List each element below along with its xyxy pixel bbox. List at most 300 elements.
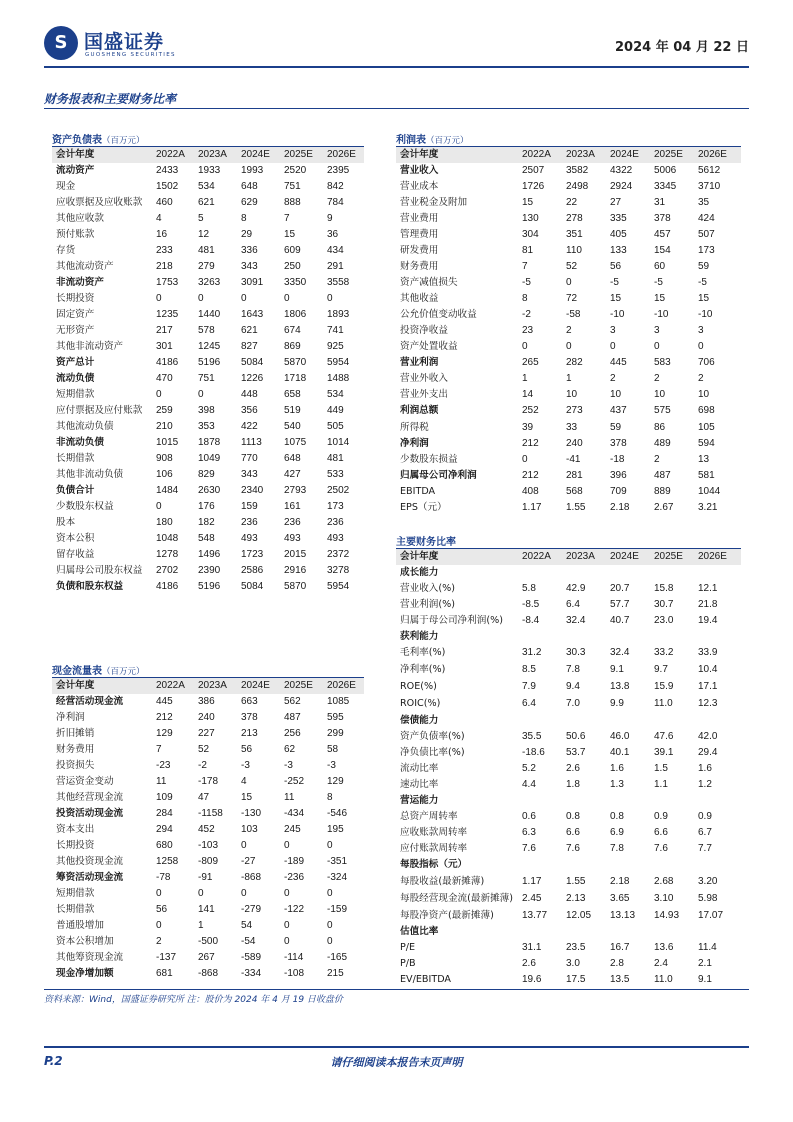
row-label: 净利润 [400,438,429,449]
cell-value: 1878 [198,437,221,448]
cell-value: -500 [198,936,219,947]
cell-value: 106 [156,469,173,480]
table-header-row [396,147,741,163]
cell-value: 4 [241,776,247,787]
table-row [396,468,741,484]
table-row [52,451,364,467]
cell-value: 2.45 [522,892,542,904]
cell-value: 1.6 [610,763,624,774]
cell-value: 176 [198,501,215,512]
cell-value: 4322 [610,165,633,176]
cell-value: 487 [284,712,301,723]
table-row [396,211,741,227]
cell-value: 7.8 [610,843,624,854]
cell-value: -78 [156,872,171,883]
cell-value [610,565,654,581]
table-row [52,467,364,483]
cell-value: -3 [284,760,293,771]
cell-value: 215 [327,968,344,979]
cell-value: -5 [610,277,619,288]
cell-value: 2 [566,325,572,336]
cell-value: 109 [156,792,173,803]
table-row [396,307,741,323]
cell-value: -546 [327,808,348,819]
cell-value: 52 [566,261,578,272]
cell-value: 2023A [198,147,241,163]
cell-value: 53.7 [566,747,586,758]
cell-value: 583 [654,357,671,368]
row-label: 短期借款 [56,389,95,400]
cell-value: 2 [610,373,616,384]
cell-value: 2.6 [522,958,536,969]
table-row [396,227,741,243]
cell-value: -189 [284,856,305,867]
cell-value: 159 [241,501,258,512]
cell-value: 133 [610,245,627,256]
cell-value: 56 [156,904,168,915]
cell-value: 6.7 [698,827,712,838]
cell-value: 1085 [327,696,350,707]
table-row [52,307,364,323]
cell-value: 434 [327,245,344,256]
row-label: 留存收益 [56,549,95,560]
cell-value: 1.17 [522,502,542,513]
header-divider [44,66,749,68]
row-label: 资产总计 [56,357,95,368]
cell-value: 2.67 [654,502,674,513]
cell-value: 195 [327,824,344,835]
cell-value: 2015 [284,549,307,560]
cell-value: 105 [698,421,715,433]
cell-value: 2702 [156,565,179,576]
cell-value [566,924,610,940]
cell-value: 460 [156,197,173,208]
cell-value: 0 [654,341,660,352]
row-label: 非流动负债 [56,437,104,448]
table-row [52,323,364,339]
table-row [396,597,741,613]
cell-value: 0 [327,840,333,851]
cell-value: 11 [284,792,295,803]
cell-value: 2630 [198,485,221,496]
cell-value: 7.0 [566,697,580,709]
cell-value: 11.0 [654,974,673,985]
cell-value: 110 [566,245,582,256]
row-label: 折旧摊销 [56,728,95,739]
cell-value [522,793,566,809]
cell-value: -868 [198,968,219,979]
cell-value: 621 [241,325,258,336]
cell-value: 336 [241,245,258,256]
income-statement-block [396,131,741,516]
row-label: 投资净收益 [400,325,448,336]
cell-value: -868 [241,872,262,883]
cell-value: 6.6 [654,827,668,838]
cell-value: 1048 [156,533,179,544]
cell-value: 0 [566,341,572,352]
cell-value: 0 [327,293,333,304]
cell-value: 2498 [566,181,589,192]
cell-value: 57.7 [610,599,630,610]
row-label: 成长能力 [400,567,439,578]
row-label: 营业利润(%) [400,599,455,610]
cell-value: 2025E [284,678,327,694]
table-row [396,403,741,419]
cell-value: 1014 [327,437,350,448]
table-row [396,761,741,777]
cell-value: 2023A [566,549,610,565]
cell-value: 13.8 [610,680,630,692]
cell-value: 1235 [156,309,179,320]
table-row [52,195,364,211]
cell-value: 398 [198,405,215,416]
cell-value: -159 [327,904,348,915]
cell-value: -122 [284,904,305,915]
table-row [396,645,741,661]
table-row [396,195,741,211]
cell-value: 30.7 [654,599,674,610]
row-label: 营业收入(%) [400,583,455,594]
cell-value: 154 [654,245,671,256]
company-logo [44,24,194,64]
row-label: 公允价值变动收益 [400,309,477,320]
cell-value: 5.98 [698,892,718,904]
cell-value [522,629,566,645]
cell-value: 5084 [241,357,264,368]
row-label: 其他应收款 [56,213,104,224]
cell-value: 0 [198,293,204,304]
cell-value: 40.1 [610,747,630,758]
cell-value: 408 [522,486,539,497]
cell-value: 11 [156,776,167,787]
cell-value: 2.18 [610,875,630,887]
cell-value: -27 [241,856,256,867]
cell-value: 2026E [327,678,364,694]
cell-value: 0 [327,920,333,931]
table-row [396,661,741,678]
cell-value: 5954 [327,357,350,368]
table-row [396,259,741,275]
cell-value: 1226 [241,373,264,384]
cell-value: 284 [156,808,173,819]
row-label: 其他非流动资产 [56,341,124,352]
cell-value: 1806 [284,309,307,320]
cell-value: 770 [241,453,258,464]
cell-value: -137 [156,952,177,963]
row-label: 应付票据及应付账款 [56,405,143,416]
cell-value: 212 [522,470,539,481]
cell-value: 343 [241,261,258,272]
table-row [52,806,364,822]
cell-value: 0.9 [698,811,712,822]
row-label: 长期借款 [56,904,95,915]
cell-value: 11.4 [698,942,717,953]
cell-value: 236 [241,517,258,528]
cashflow-title-text: 现金流量表 [52,666,102,677]
row-label: 经营活动现金流 [56,696,124,707]
cell-value [522,857,566,873]
cell-value [566,857,610,873]
cell-value: 20.7 [610,583,630,594]
cell-value: -5 [698,277,707,288]
cell-value: 1 [566,373,572,384]
cell-value: 6.3 [522,827,536,838]
cell-value: 4186 [156,581,179,592]
cell-value: 23.0 [654,615,674,626]
cell-value: 5.8 [522,583,536,594]
table-row [396,339,741,355]
table-row [396,956,741,972]
cell-value: 629 [241,197,258,208]
cell-value: 493 [327,533,344,544]
cell-value: 1643 [241,309,264,320]
cell-value: 213 [241,728,258,739]
source-note: 资料来源：Wind，国盛证券研究所 注：股价为 2024 年 4 月 19 日收盘价 [44,995,343,1005]
cell-value: 10 [566,389,578,400]
cell-value: 493 [284,533,301,544]
table-header-row [52,678,364,694]
cell-value: 12.1 [698,583,718,594]
balance-sheet-table [52,147,364,595]
cell-value: 2340 [241,485,264,496]
cell-value: 457 [654,229,671,240]
row-label: 会计年度 [52,678,156,694]
row-label: 负债合计 [56,485,95,496]
cell-value: 356 [241,405,258,416]
cell-value: -236 [284,872,305,883]
row-label: EBITDA [400,486,436,497]
row-label: 资本公积 [56,533,95,544]
cell-value: 1440 [198,309,221,320]
table-row [52,790,364,806]
table-row [396,484,741,500]
cell-value: 9 [327,213,333,224]
cell-value: 1049 [198,453,221,464]
cell-value: 7.7 [698,843,712,854]
row-label: 管理费用 [400,229,439,240]
cell-value: 11.0 [654,697,673,709]
footer-divider [44,1046,749,1048]
cell-value: 2.1 [698,958,712,969]
cell-value [698,565,741,581]
table-row [396,629,741,645]
cell-value: 709 [610,486,627,497]
cell-value: 19.6 [522,974,542,985]
cell-value: 889 [654,486,671,497]
cell-value: 59 [610,421,622,433]
row-label: 流动比率 [400,763,439,774]
cell-value: 130 [522,213,539,224]
cell-value: 2586 [241,565,264,576]
cell-value: 2025E [654,549,698,565]
cell-value: 1044 [698,486,721,497]
cell-value: 173 [327,501,344,512]
cell-value: 0 [698,341,704,352]
cell-value: 908 [156,453,173,464]
cell-value: 210 [156,421,173,432]
cell-value: 42.9 [566,583,586,594]
row-label: 营运能力 [400,795,439,806]
cell-value: 7 [156,744,162,755]
table-row [396,857,741,873]
cell-value: 533 [327,469,344,480]
row-label: 营业收入 [400,165,439,176]
table-row [52,499,364,515]
table-row [52,531,364,547]
cell-value: 1.17 [522,875,542,887]
cell-value: 6.6 [566,827,580,838]
cell-value: 2024E [610,147,654,163]
cell-value: 17.1 [698,680,718,692]
cell-value: 31.2 [522,647,542,658]
cell-value: 40.7 [610,615,630,626]
cashflow-unit: （百万元） [102,667,145,677]
cell-value: 5612 [698,165,721,176]
balance-sheet-title [52,131,364,147]
cell-value: 869 [284,341,301,352]
table-row [52,934,364,950]
cell-value: 353 [198,421,215,432]
cell-value: 0 [156,293,162,304]
cell-value: 448 [241,389,258,400]
cell-value: 8 [522,293,528,304]
row-label: 利润总额 [400,405,439,416]
cell-value: 681 [156,968,173,979]
cashflow-block [52,662,364,982]
cell-value: 22 [566,197,578,208]
table-header-row [52,147,364,163]
balance-sheet-unit: （百万元） [102,136,145,146]
table-row [396,809,741,825]
cell-value: 505 [327,421,344,432]
cell-value: 5870 [284,357,307,368]
table-row [396,163,741,179]
cell-value: 16.7 [610,942,630,953]
cell-value: 2 [654,373,660,384]
cell-value: 1015 [156,437,179,448]
cell-value: 7 [284,213,290,224]
row-label: 归属于母公司净利润(%) [400,615,503,626]
cell-value: 218 [156,261,173,272]
cell-value: 17.5 [566,974,586,985]
income-statement-title-text: 利润表 [396,135,426,146]
row-label: 长期投资 [56,293,95,304]
cell-value: 609 [284,245,301,256]
cell-value [610,924,654,940]
row-label: 会计年度 [396,147,522,163]
cell-value: 236 [327,517,344,528]
cell-value: 9.9 [610,697,624,709]
source-divider [44,989,749,990]
cell-value: 252 [522,405,539,416]
cell-value: 267 [198,952,215,963]
row-label: 研发费用 [400,245,439,256]
cell-value: 396 [610,470,627,481]
cell-value: 39.1 [654,747,674,758]
cell-value: 3.21 [698,502,718,513]
row-label: 其他收益 [400,293,439,304]
cell-value [654,793,698,809]
row-label: 营业外收入 [400,373,448,384]
cell-value: -165 [327,952,348,963]
cell-value: 13.5 [610,974,630,985]
cell-value [654,565,698,581]
cell-value: 5.2 [522,763,536,774]
cell-value [654,712,698,729]
cell-value: 741 [327,325,344,336]
table-row [396,841,741,857]
table-row [52,403,364,419]
cell-value: 1726 [522,181,545,192]
cell-value: 16 [156,229,168,240]
cell-value: 2520 [284,165,307,176]
table-row [396,924,741,940]
cell-value: 27 [610,197,622,208]
cell-value: 2024E [241,147,284,163]
cell-value: 437 [610,405,627,416]
table-row [396,565,741,581]
cell-value: 10 [654,389,666,400]
cell-value: 8 [241,213,247,224]
table-row [396,387,741,403]
cell-value: 3 [654,325,660,336]
cell-value: -114 [284,952,304,963]
table-row [52,515,364,531]
cell-value: 15 [284,229,296,240]
cell-value: 0.8 [610,811,624,822]
cell-value: 493 [241,533,258,544]
cell-value: 3345 [654,181,677,192]
cell-value: 6.4 [566,599,580,610]
row-label: 财务费用 [400,261,439,272]
cell-value: 0 [327,888,333,899]
income-statement-title [396,131,741,147]
cell-value [610,793,654,809]
cell-value: 2433 [156,165,179,176]
cell-value: 4 [156,213,162,224]
cell-value: 1.3 [610,779,624,790]
cell-value [566,629,610,645]
cell-value: 13 [698,454,710,465]
table-row [52,854,364,870]
cell-value: 2022A [156,147,198,163]
table-row [396,890,741,907]
cell-value: 13.6 [654,942,674,953]
page-number: P.2 [44,1054,63,1068]
cell-value: 236 [284,517,301,528]
section-title: 财务报表和主要财务比率 [44,92,177,106]
balance-sheet-block [52,131,364,595]
report-date: 2024 年 04 月 22 日 [615,40,749,55]
cell-value: 250 [284,261,301,272]
cell-value: 12.3 [698,697,718,709]
cell-value: 489 [654,438,671,449]
table-row [52,387,364,403]
cell-value: 7.6 [522,843,536,854]
cell-value: 548 [198,533,215,544]
table-row [396,291,741,307]
cell-value: 445 [156,696,173,707]
cell-value: 32.4 [566,615,586,626]
cell-value: 3 [610,325,616,336]
cell-value: 595 [327,712,344,723]
cell-value: 259 [156,405,173,416]
cell-value: 2025E [654,147,698,163]
row-label: 净利率(%) [400,663,446,675]
cell-value: 15.9 [654,680,674,692]
cell-value: 507 [698,229,715,240]
cell-value: -334 [241,968,262,979]
